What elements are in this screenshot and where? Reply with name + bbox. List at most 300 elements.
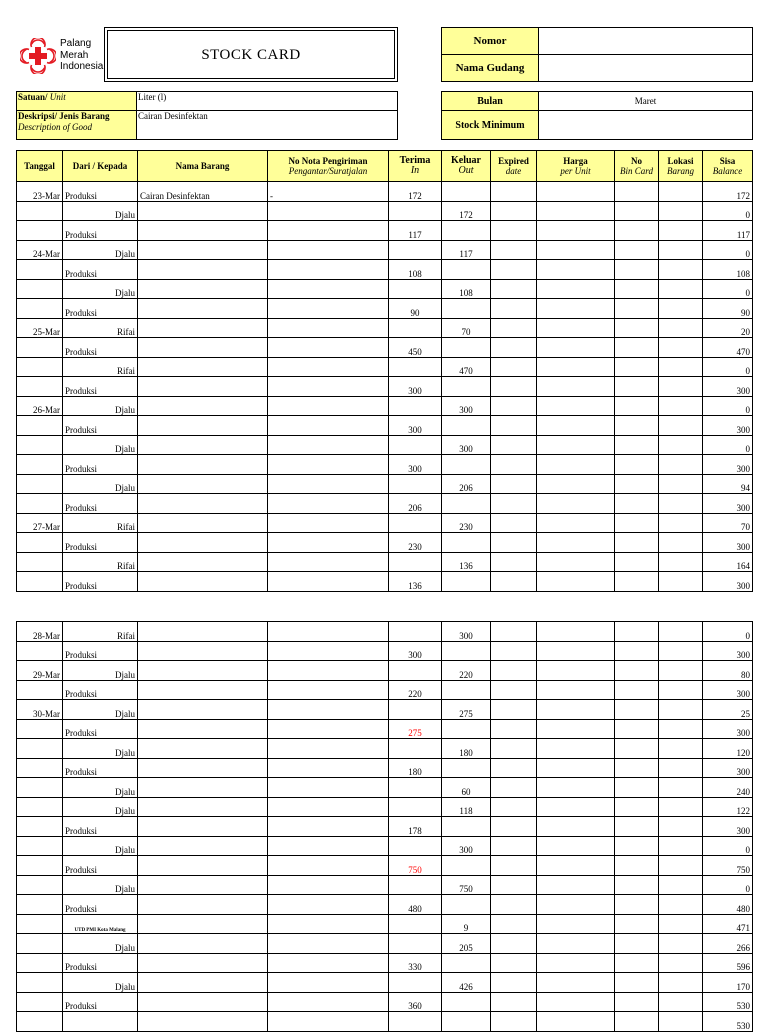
out-cell[interactable] [442,856,491,876]
item-name-cell[interactable] [138,474,268,494]
delivery-note-cell[interactable] [268,719,389,739]
balance-cell[interactable]: 0 [703,201,753,221]
date-cell[interactable] [17,201,63,221]
date-cell[interactable] [17,934,63,954]
price-cell[interactable] [537,455,615,475]
date-cell[interactable] [17,817,63,837]
location-cell[interactable] [659,513,703,533]
out-cell[interactable]: 750 [442,875,491,895]
location-cell[interactable] [659,396,703,416]
out-cell[interactable] [442,455,491,475]
item-name-cell[interactable] [138,953,268,973]
in-cell[interactable]: 300 [389,455,442,475]
bin-card-cell[interactable] [615,661,659,681]
balance-cell[interactable]: 300 [703,455,753,475]
date-cell[interactable] [17,797,63,817]
expired-cell[interactable] [491,338,537,358]
in-cell[interactable] [389,700,442,720]
expired-cell[interactable] [491,552,537,572]
from-to-cell[interactable]: Djalu [63,240,138,260]
in-cell[interactable]: 300 [389,641,442,661]
out-cell[interactable]: 300 [442,435,491,455]
bin-card-cell[interactable] [615,338,659,358]
expired-cell[interactable] [491,895,537,915]
bin-card-cell[interactable] [615,739,659,759]
from-to-cell[interactable]: Rifai [63,318,138,338]
expired-cell[interactable] [491,973,537,993]
out-cell[interactable]: 206 [442,474,491,494]
item-name-cell[interactable] [138,396,268,416]
out-cell[interactable] [442,533,491,553]
from-to-cell[interactable]: Produksi [63,895,138,915]
in-cell[interactable] [389,201,442,221]
out-cell[interactable]: 205 [442,934,491,954]
balance-cell[interactable]: 70 [703,513,753,533]
date-cell[interactable]: 24-Mar [17,240,63,260]
date-cell[interactable]: 23-Mar [17,182,63,202]
balance-cell[interactable]: 0 [703,622,753,642]
in-cell[interactable]: 450 [389,338,442,358]
expired-cell[interactable] [491,875,537,895]
date-cell[interactable]: 30-Mar [17,700,63,720]
delivery-note-cell[interactable] [268,934,389,954]
bin-card-cell[interactable] [615,934,659,954]
satuan-value[interactable]: Liter (l) [137,92,398,111]
item-name-cell[interactable] [138,661,268,681]
delivery-note-cell[interactable] [268,435,389,455]
in-cell[interactable]: 136 [389,572,442,592]
delivery-note-cell[interactable] [268,552,389,572]
location-cell[interactable] [659,797,703,817]
delivery-note-cell[interactable] [268,895,389,915]
expired-cell[interactable] [491,914,537,934]
delivery-note-cell[interactable] [268,338,389,358]
location-cell[interactable] [659,572,703,592]
price-cell[interactable] [537,338,615,358]
item-name-cell[interactable] [138,338,268,358]
balance-cell[interactable]: 750 [703,856,753,876]
balance-cell[interactable]: 471 [703,914,753,934]
out-cell[interactable]: 300 [442,836,491,856]
out-cell[interactable]: 470 [442,357,491,377]
delivery-note-cell[interactable] [268,992,389,1012]
balance-cell[interactable]: 117 [703,221,753,241]
location-cell[interactable] [659,856,703,876]
out-cell[interactable]: 118 [442,797,491,817]
delivery-note-cell[interactable] [268,914,389,934]
bin-card-cell[interactable] [615,221,659,241]
item-name-cell[interactable] [138,455,268,475]
item-name-cell[interactable] [138,836,268,856]
out-cell[interactable]: 108 [442,279,491,299]
price-cell[interactable] [537,552,615,572]
out-cell[interactable] [442,221,491,241]
item-name-cell[interactable] [138,739,268,759]
balance-cell[interactable]: 0 [703,875,753,895]
from-to-cell[interactable]: Djalu [63,435,138,455]
delivery-note-cell[interactable] [268,700,389,720]
balance-cell[interactable]: 300 [703,533,753,553]
balance-cell[interactable]: 300 [703,719,753,739]
item-name-cell[interactable] [138,416,268,436]
delivery-note-cell[interactable] [268,778,389,798]
bin-card-cell[interactable] [615,856,659,876]
in-cell[interactable]: 275 [389,719,442,739]
price-cell[interactable] [537,572,615,592]
out-cell[interactable] [442,719,491,739]
bin-card-cell[interactable] [615,700,659,720]
out-cell[interactable] [442,572,491,592]
balance-cell[interactable]: 266 [703,934,753,954]
bin-card-cell[interactable] [615,552,659,572]
location-cell[interactable] [659,318,703,338]
bin-card-cell[interactable] [615,895,659,915]
delivery-note-cell[interactable] [268,279,389,299]
expired-cell[interactable] [491,992,537,1012]
balance-cell[interactable]: 164 [703,552,753,572]
location-cell[interactable] [659,622,703,642]
balance-cell[interactable]: 94 [703,474,753,494]
location-cell[interactable] [659,357,703,377]
balance-cell[interactable]: 0 [703,240,753,260]
item-name-cell[interactable] [138,279,268,299]
location-cell[interactable] [659,494,703,514]
in-cell[interactable]: 300 [389,416,442,436]
out-cell[interactable] [442,758,491,778]
item-name-cell[interactable] [138,895,268,915]
from-to-cell[interactable]: Produksi [63,572,138,592]
date-cell[interactable] [17,357,63,377]
expired-cell[interactable] [491,953,537,973]
expired-cell[interactable] [491,622,537,642]
balance-cell[interactable]: 90 [703,299,753,319]
location-cell[interactable] [659,739,703,759]
balance-cell[interactable]: 80 [703,661,753,681]
from-to-cell[interactable]: Produksi [63,992,138,1012]
date-cell[interactable] [17,494,63,514]
in-cell[interactable] [389,778,442,798]
location-cell[interactable] [659,377,703,397]
date-cell[interactable] [17,680,63,700]
balance-cell[interactable]: 596 [703,953,753,973]
balance-cell[interactable]: 0 [703,396,753,416]
bin-card-cell[interactable] [615,260,659,280]
from-to-cell[interactable]: Produksi [63,221,138,241]
item-name-cell[interactable] [138,552,268,572]
delivery-note-cell[interactable] [268,494,389,514]
delivery-note-cell[interactable] [268,201,389,221]
date-cell[interactable] [17,914,63,934]
out-cell[interactable] [442,992,491,1012]
delivery-note-cell[interactable] [268,533,389,553]
item-name-cell[interactable] [138,778,268,798]
balance-cell[interactable]: 20 [703,318,753,338]
price-cell[interactable] [537,513,615,533]
item-name-cell[interactable] [138,221,268,241]
bin-card-cell[interactable] [615,817,659,837]
price-cell[interactable] [537,1012,615,1032]
price-cell[interactable] [537,680,615,700]
item-name-cell[interactable] [138,572,268,592]
date-cell[interactable] [17,758,63,778]
price-cell[interactable] [537,396,615,416]
expired-cell[interactable] [491,513,537,533]
nomor-value[interactable] [539,28,753,55]
bin-card-cell[interactable] [615,622,659,642]
expired-cell[interactable] [491,377,537,397]
location-cell[interactable] [659,260,703,280]
item-name-cell[interactable] [138,992,268,1012]
out-cell[interactable]: 70 [442,318,491,338]
location-cell[interactable] [659,240,703,260]
from-to-cell[interactable]: Produksi [63,416,138,436]
in-cell[interactable] [389,661,442,681]
item-name-cell[interactable] [138,494,268,514]
balance-cell[interactable]: 0 [703,279,753,299]
balance-cell[interactable]: 300 [703,641,753,661]
in-cell[interactable] [389,836,442,856]
balance-cell[interactable]: 300 [703,817,753,837]
price-cell[interactable] [537,279,615,299]
deskripsi-value[interactable]: Cairan Desinfektan [137,111,398,140]
expired-cell[interactable] [491,221,537,241]
price-cell[interactable] [537,914,615,934]
bin-card-cell[interactable] [615,513,659,533]
from-to-cell[interactable]: Djalu [63,797,138,817]
location-cell[interactable] [659,455,703,475]
delivery-note-cell[interactable] [268,817,389,837]
delivery-note-cell[interactable] [268,260,389,280]
delivery-note-cell[interactable] [268,513,389,533]
date-cell[interactable] [17,778,63,798]
delivery-note-cell[interactable]: - [268,182,389,202]
in-cell[interactable]: 330 [389,953,442,973]
from-to-cell[interactable]: Rifai [63,357,138,377]
out-cell[interactable] [442,680,491,700]
bin-card-cell[interactable] [615,299,659,319]
from-to-cell[interactable]: UTD PMI Kota Malang [63,914,138,934]
bin-card-cell[interactable] [615,680,659,700]
price-cell[interactable] [537,318,615,338]
delivery-note-cell[interactable] [268,856,389,876]
price-cell[interactable] [537,719,615,739]
item-name-cell[interactable] [138,856,268,876]
out-cell[interactable] [442,953,491,973]
out-cell[interactable] [442,299,491,319]
from-to-cell[interactable]: Produksi [63,455,138,475]
expired-cell[interactable] [491,1012,537,1032]
in-cell[interactable] [389,797,442,817]
location-cell[interactable] [659,895,703,915]
date-cell[interactable] [17,279,63,299]
in-cell[interactable] [389,357,442,377]
price-cell[interactable] [537,641,615,661]
balance-cell[interactable]: 300 [703,377,753,397]
delivery-note-cell[interactable] [268,416,389,436]
expired-cell[interactable] [491,318,537,338]
price-cell[interactable] [537,494,615,514]
in-cell[interactable] [389,279,442,299]
location-cell[interactable] [659,914,703,934]
gudang-value[interactable] [539,55,753,82]
delivery-note-cell[interactable] [268,396,389,416]
price-cell[interactable] [537,758,615,778]
price-cell[interactable] [537,377,615,397]
price-cell[interactable] [537,875,615,895]
out-cell[interactable]: 180 [442,739,491,759]
from-to-cell[interactable]: Djalu [63,778,138,798]
location-cell[interactable] [659,641,703,661]
delivery-note-cell[interactable] [268,797,389,817]
delivery-note-cell[interactable] [268,299,389,319]
balance-cell[interactable]: 300 [703,416,753,436]
expired-cell[interactable] [491,416,537,436]
from-to-cell[interactable]: Produksi [63,856,138,876]
location-cell[interactable] [659,299,703,319]
expired-cell[interactable] [491,719,537,739]
item-name-cell[interactable] [138,817,268,837]
item-name-cell[interactable] [138,299,268,319]
bin-card-cell[interactable] [615,758,659,778]
from-to-cell[interactable]: Produksi [63,719,138,739]
delivery-note-cell[interactable] [268,455,389,475]
expired-cell[interactable] [491,797,537,817]
price-cell[interactable] [537,416,615,436]
expired-cell[interactable] [491,739,537,759]
out-cell[interactable] [442,377,491,397]
expired-cell[interactable] [491,680,537,700]
from-to-cell[interactable]: Produksi [63,817,138,837]
bin-card-cell[interactable] [615,719,659,739]
from-to-cell[interactable]: Djalu [63,700,138,720]
in-cell[interactable] [389,435,442,455]
location-cell[interactable] [659,279,703,299]
date-cell[interactable] [17,572,63,592]
out-cell[interactable] [442,416,491,436]
in-cell[interactable] [389,240,442,260]
from-to-cell[interactable]: Produksi [63,377,138,397]
balance-cell[interactable]: 300 [703,680,753,700]
price-cell[interactable] [537,778,615,798]
bin-card-cell[interactable] [615,533,659,553]
balance-cell[interactable]: 530 [703,1012,753,1032]
price-cell[interactable] [537,895,615,915]
location-cell[interactable] [659,661,703,681]
in-cell[interactable] [389,973,442,993]
expired-cell[interactable] [491,182,537,202]
location-cell[interactable] [659,934,703,954]
out-cell[interactable]: 300 [442,622,491,642]
expired-cell[interactable] [491,856,537,876]
expired-cell[interactable] [491,357,537,377]
in-cell[interactable]: 180 [389,758,442,778]
out-cell[interactable]: 60 [442,778,491,798]
out-cell[interactable] [442,1012,491,1032]
in-cell[interactable]: 480 [389,895,442,915]
delivery-note-cell[interactable] [268,953,389,973]
item-name-cell[interactable] [138,377,268,397]
from-to-cell[interactable]: Rifai [63,552,138,572]
out-cell[interactable]: 9 [442,914,491,934]
location-cell[interactable] [659,416,703,436]
delivery-note-cell[interactable] [268,221,389,241]
bin-card-cell[interactable] [615,357,659,377]
from-to-cell[interactable]: Produksi [63,533,138,553]
expired-cell[interactable] [491,661,537,681]
location-cell[interactable] [659,435,703,455]
out-cell[interactable] [442,494,491,514]
delivery-note-cell[interactable] [268,680,389,700]
bin-card-cell[interactable] [615,318,659,338]
out-cell[interactable]: 117 [442,240,491,260]
bin-card-cell[interactable] [615,435,659,455]
price-cell[interactable] [537,934,615,954]
bin-card-cell[interactable] [615,641,659,661]
bin-card-cell[interactable] [615,797,659,817]
date-cell[interactable] [17,953,63,973]
from-to-cell[interactable]: Djalu [63,934,138,954]
item-name-cell[interactable] [138,758,268,778]
from-to-cell[interactable]: Djalu [63,875,138,895]
from-to-cell[interactable]: Produksi [63,680,138,700]
price-cell[interactable] [537,739,615,759]
bin-card-cell[interactable] [615,992,659,1012]
bin-card-cell[interactable] [615,396,659,416]
price-cell[interactable] [537,622,615,642]
delivery-note-cell[interactable] [268,739,389,759]
delivery-note-cell[interactable] [268,377,389,397]
date-cell[interactable] [17,474,63,494]
price-cell[interactable] [537,661,615,681]
from-to-cell[interactable]: Produksi [63,494,138,514]
item-name-cell[interactable] [138,622,268,642]
out-cell[interactable] [442,895,491,915]
expired-cell[interactable] [491,240,537,260]
balance-cell[interactable]: 300 [703,494,753,514]
delivery-note-cell[interactable] [268,1012,389,1032]
item-name-cell[interactable] [138,201,268,221]
item-name-cell[interactable] [138,240,268,260]
out-cell[interactable]: 220 [442,661,491,681]
location-cell[interactable] [659,973,703,993]
item-name-cell[interactable] [138,260,268,280]
balance-cell[interactable]: 240 [703,778,753,798]
in-cell[interactable] [389,875,442,895]
from-to-cell[interactable]: Produksi [63,953,138,973]
date-cell[interactable] [17,875,63,895]
location-cell[interactable] [659,182,703,202]
delivery-note-cell[interactable] [268,661,389,681]
in-cell[interactable] [389,513,442,533]
price-cell[interactable] [537,201,615,221]
expired-cell[interactable] [491,758,537,778]
expired-cell[interactable] [491,836,537,856]
out-cell[interactable] [442,260,491,280]
expired-cell[interactable] [491,641,537,661]
expired-cell[interactable] [491,260,537,280]
item-name-cell[interactable] [138,533,268,553]
item-name-cell[interactable] [138,797,268,817]
in-cell[interactable] [389,1012,442,1032]
expired-cell[interactable] [491,572,537,592]
location-cell[interactable] [659,817,703,837]
from-to-cell[interactable]: Produksi [63,338,138,358]
delivery-note-cell[interactable] [268,641,389,661]
item-name-cell[interactable] [138,435,268,455]
in-cell[interactable]: 300 [389,377,442,397]
from-to-cell[interactable]: Rifai [63,513,138,533]
bin-card-cell[interactable] [615,494,659,514]
